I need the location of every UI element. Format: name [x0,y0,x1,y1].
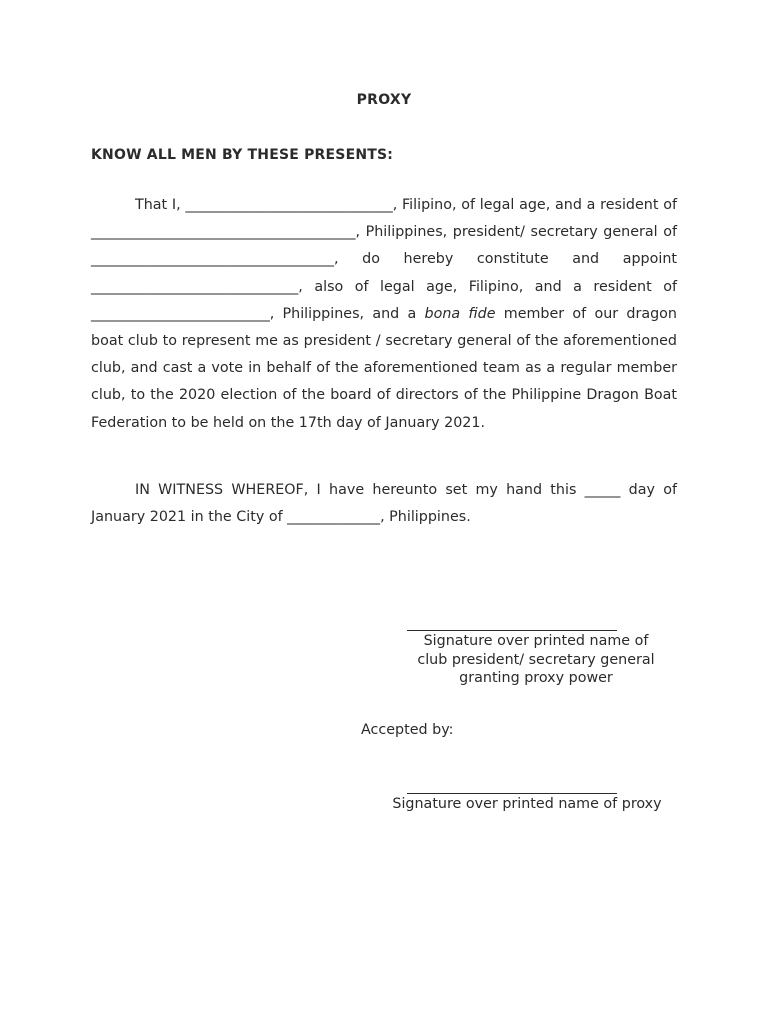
appointment-text-italic: bona fide [424,305,496,322]
grantor-signature-line [407,630,617,631]
appointment-paragraph [91,192,677,437]
accepted-by-label: Accepted by: [361,722,454,738]
appointment-text-part1: That I, _____________________________, Filipino, of legal age, and a resident of _____________________________________, Philippines, president/ secretary general of __________________________________, do hereby constitute and appoint _____________________________, also of legal age, Filipino, and a resident of _________________________, Philippines, and a [91,197,677,322]
grantor-caption-line2: club president/ secretary general [417,651,655,668]
document-title: PROXY [356,92,412,108]
appointment-text-part2: member of our dragon boat club to represent me as president / secretary general of the aforementioned club, and cast a vote in behalf of the aforementioned team as a regular member club, to the 2020 election of the board of directors of the Philippine Dragon Boat Federation to be held on the 17th day of January 2021. [91,305,677,431]
grantor-caption-line1: Signature over printed name of [423,633,649,649]
grantor-signature-caption [380,632,692,688]
proxy-signature-line [407,793,617,794]
witness-paragraph [91,477,677,531]
grantor-caption-line3: granting proxy power [459,670,613,687]
proxy-caption-line1: Signature over printed name of proxy [392,796,662,812]
document-heading: KNOW ALL MEN BY THESE PRESENTS: [91,147,394,163]
witness-text: IN WITNESS WHEREOF, I have hereunto set my hand this _____ day of January 2021 in the City of _____________, Philippines. [91,482,677,526]
proxy-signature-caption [367,795,687,814]
